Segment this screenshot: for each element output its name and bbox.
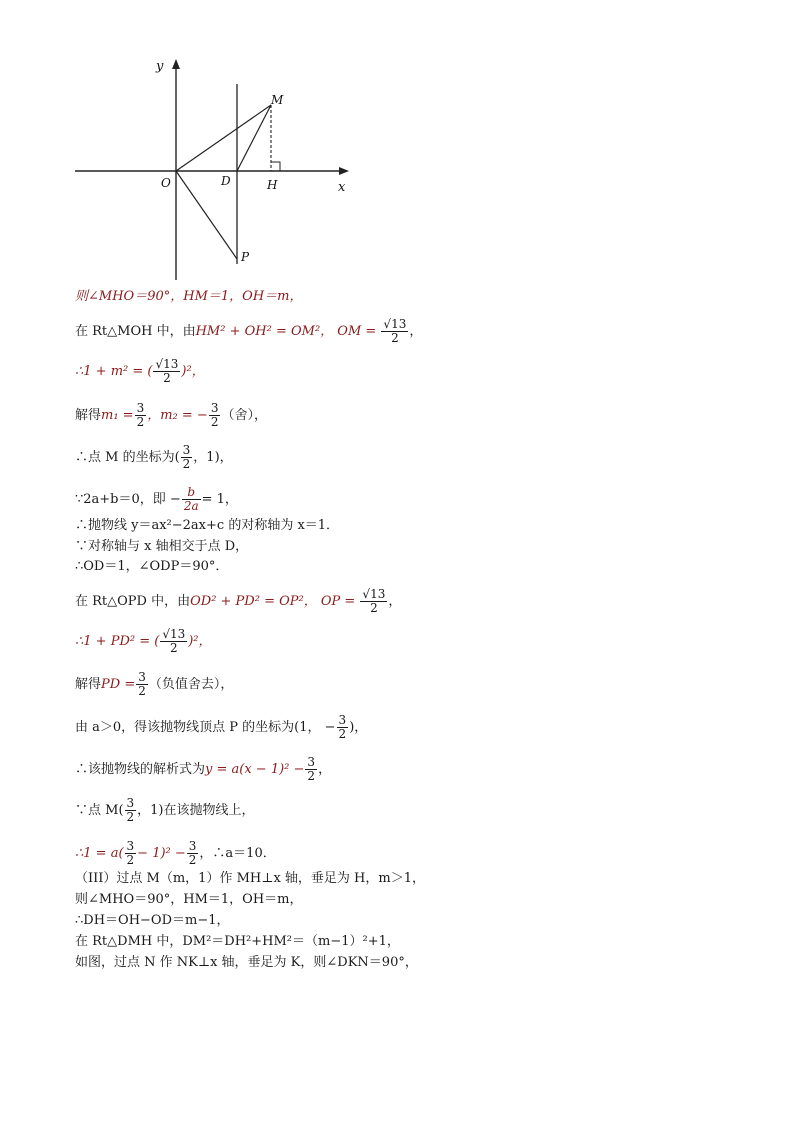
line-11-pre: ∴1 + PD² = ( [75, 634, 160, 649]
frac-6-den: 2a [183, 499, 199, 513]
line-12-eq: PD = [101, 677, 136, 692]
line-8-text: ∵对称轴与 x 轴相交于点 D， [75, 539, 249, 554]
line-6 [75, 486, 238, 513]
line-18-text: 则∠MHO＝90°，HM＝1，OH＝m， [75, 892, 303, 907]
line-11-post: )²， [188, 634, 212, 649]
line-3 [75, 358, 205, 385]
segment-DM [237, 105, 271, 171]
line-15-post: ，1)在该抛物线上， [137, 803, 255, 818]
label-P: P [241, 250, 250, 264]
frac-16a-den: 2 [126, 853, 135, 867]
line-4-pre: 解得 [75, 408, 102, 423]
label-y: y [156, 59, 164, 74]
label-M: M [271, 93, 284, 107]
frac-14-num: 3 [307, 755, 316, 769]
line-20-text: 在 Rt△DMH 中，DM²＝DH²+HM²＝（m−1）²+1， [75, 934, 400, 949]
frac-13-num: 3 [338, 713, 347, 727]
frac-12 [136, 671, 148, 698]
frac-11-num: √13 [162, 627, 186, 641]
line-15-pre: ∵点 M( [75, 803, 124, 818]
line-2-pre: 在 Rt△MOH 中，由 [75, 324, 196, 339]
frac-5-num: 3 [182, 443, 191, 457]
frac-10-num: √13 [362, 587, 386, 601]
line-19 [75, 913, 230, 929]
frac-6-num: b [182, 486, 201, 500]
frac-15-num: 3 [126, 796, 135, 810]
line-20 [75, 934, 400, 950]
frac-2 [381, 318, 408, 345]
frac-14-den: 2 [307, 769, 316, 783]
line-16-post: ，∴a＝10． [199, 846, 276, 861]
right-angle-mark [271, 162, 280, 171]
line-4-b: ，m₂ = − [147, 408, 208, 423]
line-7 [75, 518, 339, 534]
frac-6 [182, 486, 201, 513]
line-12 [75, 671, 233, 698]
frac-10-den: 2 [370, 601, 378, 615]
frac-4a-num: 3 [136, 401, 145, 415]
line-21 [75, 955, 418, 971]
frac-4b-num: 3 [210, 401, 219, 415]
line-12-post: （负值舍去）， [148, 677, 234, 692]
label-O: O [161, 176, 171, 190]
line-4-post: （舍）， [221, 408, 267, 423]
frac-3-den: 2 [163, 371, 171, 385]
frac-4b-den: 2 [210, 415, 219, 429]
line-15 [75, 797, 255, 824]
line-16-mid: − 1)² − [137, 846, 186, 861]
line-5-post: ，1)， [193, 450, 233, 465]
frac-15 [125, 797, 137, 824]
line-10: 在 Rt△OPD 中，由OD² + PD² = OP²， OP = $\frac{√13}{2}$ ， [75, 587, 402, 615]
x-axis-arrow [339, 167, 349, 175]
line-13 [75, 714, 367, 741]
frac-13-den: 2 [338, 727, 347, 741]
line-1 [75, 289, 302, 305]
line-4 [75, 402, 267, 429]
label-x: x [338, 180, 346, 195]
line-19-text: ∴DH＝OH−OD＝m−1， [75, 913, 230, 928]
y-axis-arrow [172, 59, 180, 69]
label-D: D [221, 174, 231, 188]
line-17 [75, 871, 425, 887]
line-5 [75, 444, 233, 471]
line-14 [75, 756, 331, 783]
frac-16b-den: 2 [188, 853, 197, 867]
line-6-pre: ∵2a+b＝0，即 − [75, 492, 181, 507]
frac-11-den: 2 [169, 641, 178, 655]
frac-16a-num: 3 [126, 839, 135, 853]
line-6-post: = 1， [201, 492, 238, 507]
line-4-a: m₁ = [101, 408, 134, 423]
line-16 [75, 840, 276, 867]
segment-OM [176, 105, 271, 171]
line-2: 在 Rt△MOH 中，由HM² + OH² = OM²， OM = $\frac{√13}{2}$ ， [75, 317, 423, 345]
line-13-pre: 由 a＞0，得该抛物线顶点 P 的坐标为(1， − [75, 720, 336, 735]
frac-3-num: √13 [155, 357, 179, 371]
frac-13 [337, 714, 349, 741]
frac-15-den: 2 [126, 810, 135, 824]
frac-10 [360, 588, 387, 615]
line-2-eq: HM² + OH² = OM²， OM = [195, 324, 377, 339]
line-1-text: 则∠MHO＝90°，HM＝1，OH＝m， [75, 289, 303, 304]
frac-12-den: 2 [138, 684, 146, 698]
coordinate-figure [70, 52, 360, 287]
line-11 [75, 628, 212, 655]
line-5-pre: ∴点 M 的坐标为( [75, 450, 180, 465]
line-16-pre: ∴1 = a( [75, 846, 124, 861]
frac-3 [153, 358, 180, 385]
line-18 [75, 892, 302, 908]
line-21-text: 如图，过点 N 作 NK⊥x 轴，垂足为 K，则∠DKN＝90°， [75, 955, 418, 970]
frac-12-num: 3 [138, 670, 146, 684]
frac-2-num: √13 [383, 317, 407, 331]
frac-11 [160, 628, 187, 655]
frac-4a [135, 402, 147, 429]
frac-4b [209, 402, 221, 429]
frac-4a-den: 2 [136, 415, 145, 429]
line-10-pre: 在 Rt△OPD 中，由 [75, 594, 191, 609]
frac-16a [125, 840, 137, 867]
line-7-text: ∴抛物线 y＝ax²−2ax+c 的对称轴为 x＝1． [75, 518, 340, 533]
frac-14 [305, 756, 317, 783]
frac-5 [181, 444, 193, 471]
line-14-eq: y = a(x − 1)² − [205, 762, 305, 777]
line-12-pre: 解得 [75, 677, 102, 692]
line-10-eq: OD² + PD² = OP²， OP = [190, 594, 356, 609]
frac-16b [187, 840, 199, 867]
line-14-post: ， [318, 762, 332, 777]
frac-5-den: 2 [182, 457, 191, 471]
line-17-text: （III）过点 M（m，1）作 MH⊥x 轴，垂足为 H，m＞1， [75, 871, 425, 886]
line-8 [75, 539, 248, 555]
label-H: H [267, 178, 278, 192]
line-9 [75, 559, 228, 575]
frac-16b-num: 3 [188, 839, 197, 853]
line-9-text: ∴OD＝1，∠ODP＝90°． [75, 559, 229, 574]
line-3-pre: ∴1 + m² = ( [75, 364, 153, 379]
line-3-post: )²， [181, 364, 205, 379]
line-14-pre: ∴该抛物线的解析式为 [75, 762, 206, 777]
frac-2-den: 2 [391, 331, 399, 345]
line-13-post: )， [349, 720, 368, 735]
